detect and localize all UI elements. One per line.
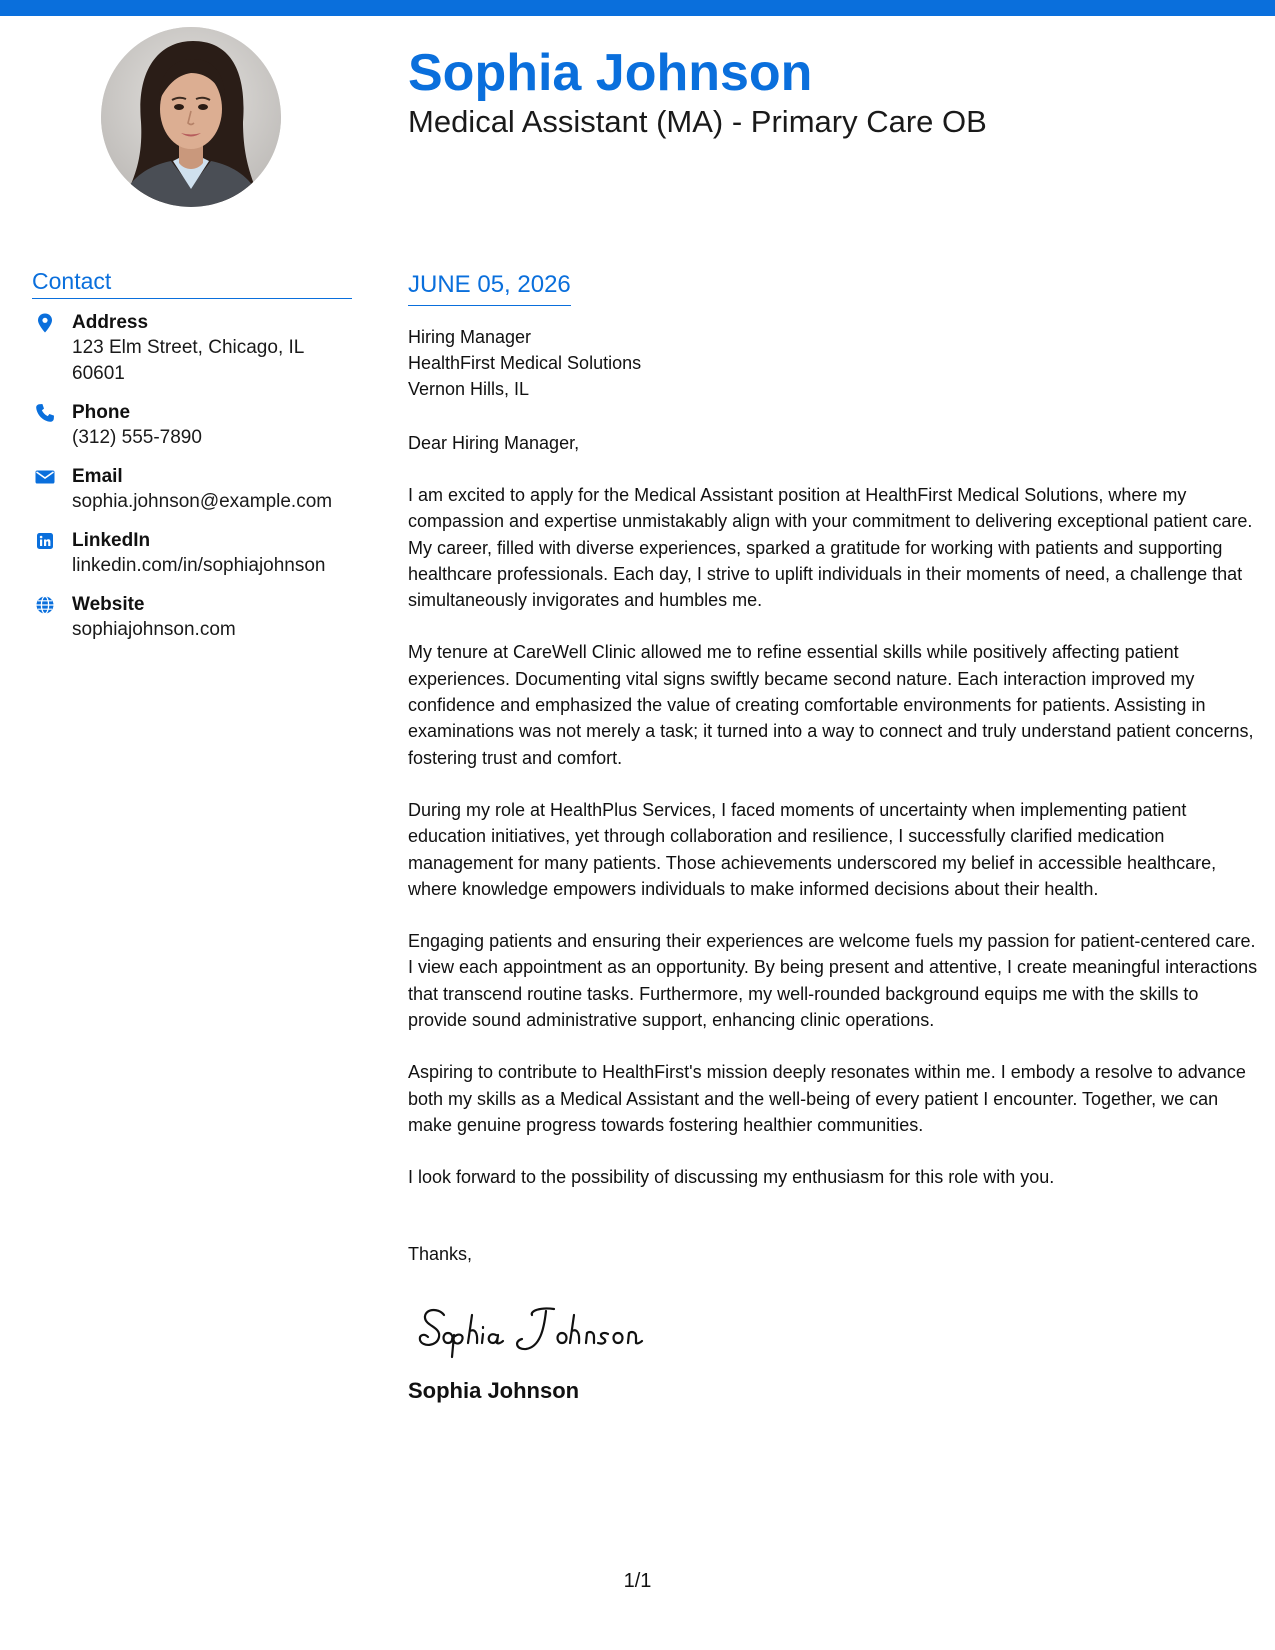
linkedin-icon <box>34 530 56 552</box>
recipient-line: Vernon Hills, IL <box>408 379 530 399</box>
phone-value: (312) 555-7890 <box>72 427 202 448</box>
handwritten-signature <box>408 1285 1258 1365</box>
contact-heading: Contact <box>32 266 352 299</box>
contact-label-address: Address <box>72 312 149 333</box>
letter-paragraph: My tenure at CareWell Clinic allowed me to refine essential skills while positively affecting patient experiences. Documenting vital signs swiftly became second nature. Each interaction improved my confidence and emphasized the value of creating comfortable environments for patients. Assisting in examinations was not merely a task; it turned into a way to connect and truly understand patient concerns, fostering trust and comfort. <box>408 642 1254 768</box>
applicant-name: Sophia Johnson <box>408 44 813 102</box>
address-line-2: 60601 <box>72 363 125 384</box>
recipient-line: HealthFirst Medical Solutions <box>408 353 642 373</box>
contact-phone <box>32 401 352 451</box>
contact-label-linkedin: LinkedIn <box>72 530 151 551</box>
letter-paragraph: I look forward to the possibility of discussing my enthusiasm for this role with you. <box>408 1167 1055 1188</box>
letter-paragraph: Engaging patients and ensuring their experiences are welcome fuels my passion for patient-centered care. I view each appointment as an opportunity. By being present and attentive, I create meaningful interactions that transcend routine tasks. Furthermore, my well-rounded background equips me with the skills to provide sound administrative support, enhancing clinic operations. <box>408 931 1258 1031</box>
recipient-block <box>408 324 1258 402</box>
website-value[interactable]: sophiajohnson.com <box>72 619 236 640</box>
contact-sidebar <box>32 266 352 657</box>
contact-label-email: Email <box>72 466 123 487</box>
top-accent-bar <box>0 0 1275 16</box>
contact-address <box>32 311 352 387</box>
recipient-line: Hiring Manager <box>408 327 532 347</box>
page-number: 1/1 <box>623 1570 652 1592</box>
linkedin-value[interactable]: linkedin.com/in/sophiajohnson <box>72 555 326 576</box>
salutation: Dear Hiring Manager, <box>408 433 580 453</box>
closing: Thanks, <box>408 1243 473 1264</box>
email-value[interactable]: sophia.johnson@example.com <box>72 491 333 512</box>
globe-icon <box>34 594 56 616</box>
envelope-icon <box>34 466 56 488</box>
letter-paragraph: I am excited to apply for the Medical Assistant position at HealthFirst Medical Solutions, where my compassion and expertise unmistakably align with your commitment to delivering exceptional patient care. My career, filled with diverse experiences, sparked a gratitude for working with patients and supporting healthcare professionals. Each day, I strive to uplift individuals in their moments of need, a challenge that simultaneously invigorates and humbles me. <box>408 485 1253 611</box>
contact-label-phone: Phone <box>72 402 131 423</box>
address-line-1: 123 Elm Street, Chicago, IL <box>72 337 305 358</box>
letter-paragraph: During my role at HealthPlus Services, I faced moments of uncertainty when implementing patient education initiatives, yet through collaboration and resilience, I successfully clarified medication management for many patients. Those achievements underscored my belief in accessible healthcare, where knowledge empowers individuals to make informed decisions about their health. <box>408 799 1217 899</box>
contact-label-website: Website <box>72 594 145 615</box>
letter-date: JUNE 05, 2026 <box>408 268 571 306</box>
job-title: Medical Assistant (MA) - Primary Care OB <box>408 104 987 139</box>
letter-body <box>408 268 1258 1405</box>
profile-photo <box>101 27 281 207</box>
contact-linkedin <box>32 529 352 579</box>
map-pin-icon <box>34 312 56 334</box>
phone-icon <box>34 402 56 424</box>
contact-website <box>32 593 352 643</box>
signer-name: Sophia Johnson <box>408 1377 580 1403</box>
contact-email <box>32 465 352 515</box>
letter-paragraph: Aspiring to contribute to HealthFirst's mission deeply resonates within me. I embody a resolve to advance both my skills as a Medical Assistant and the well-being of every patient I encounter. Together, we can make genuine progress towards fostering healthier communities. <box>408 1062 1246 1135</box>
